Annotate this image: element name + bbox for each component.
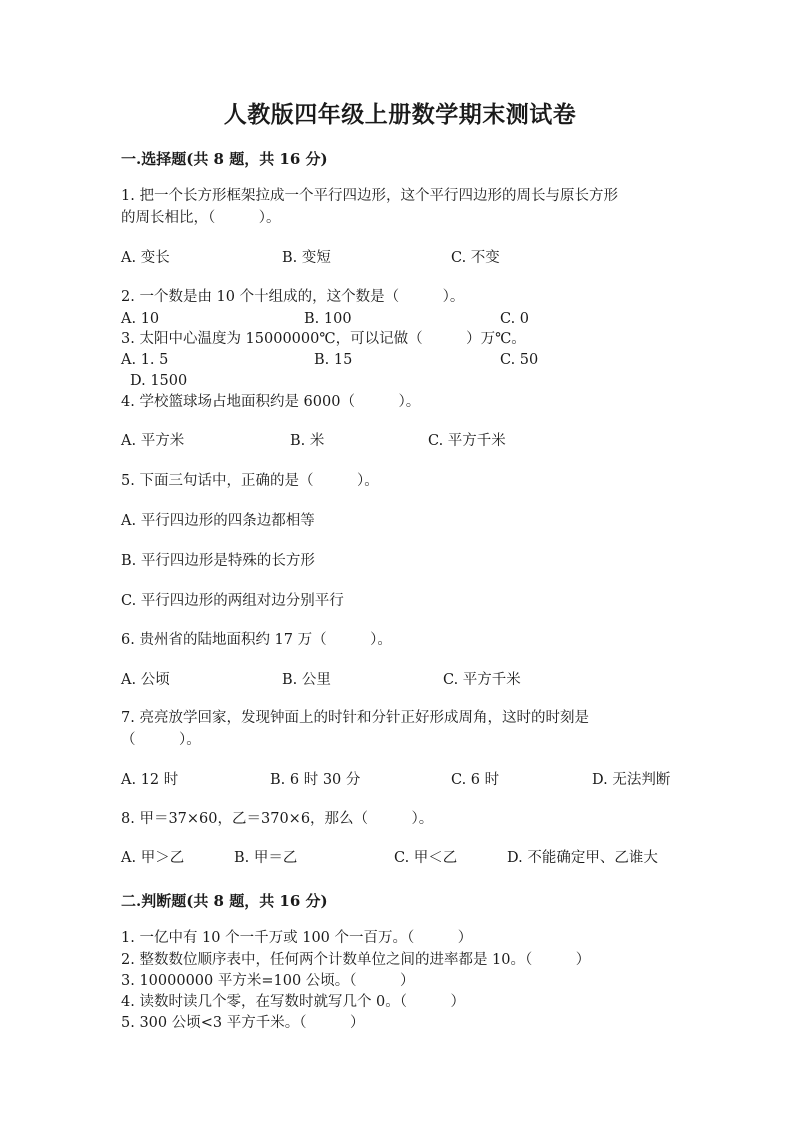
page-title: 人教版四年级上册数学期末测试卷 bbox=[223, 101, 577, 128]
judge-item-4: 4. 读数时读几个零，在写数时就写几个 0。（ ） bbox=[121, 994, 466, 1010]
question-8-option-d[interactable]: D. 不能确定甲、乙谁大 bbox=[507, 850, 658, 866]
question-6-text: 6. 贵州省的陆地面积约 17 万（ ）。 bbox=[121, 632, 392, 648]
judge-item-2: 2. 整数数位顺序表中，任何两个计数单位之间的进率都是 10。（ ） bbox=[121, 952, 591, 968]
question-4-option-a[interactable]: A. 平方米 bbox=[121, 433, 185, 449]
question-7-option-b[interactable]: B. 6 时 30 分 bbox=[270, 772, 361, 788]
question-6-option-b[interactable]: B. 公里 bbox=[282, 672, 331, 688]
question-3-option-d[interactable]: D. 1500 bbox=[130, 373, 188, 389]
judge-item-3: 3. 10000000 平方米=100 公顷。（ ） bbox=[121, 973, 415, 989]
question-4-option-c[interactable]: C. 平方千米 bbox=[428, 433, 506, 449]
question-4-option-b[interactable]: B. 米 bbox=[290, 433, 325, 449]
question-5-option-b[interactable]: B. 平行四边形是特殊的长方形 bbox=[121, 553, 315, 569]
question-1-line2: 的周长相比，（ ）。 bbox=[121, 210, 281, 226]
question-4-text: 4. 学校篮球场占地面积约是 6000（ ）。 bbox=[121, 394, 421, 410]
question-2-option-a[interactable]: A. 10 bbox=[121, 311, 160, 327]
question-7-line1: 7. 亮亮放学回家，发现钟面上的时针和分针正好形成周角，这时的时刻是 bbox=[121, 710, 589, 726]
question-5-option-c[interactable]: C. 平行四边形的两组对边分别平行 bbox=[121, 593, 344, 609]
question-3-text: 3. 太阳中心温度为 15000000℃，可以记做（ ）万℃。 bbox=[121, 331, 526, 347]
question-8-option-a[interactable]: A. 甲＞乙 bbox=[121, 850, 185, 866]
question-7-option-a[interactable]: A. 12 时 bbox=[121, 772, 179, 788]
question-1-option-b[interactable]: B. 变短 bbox=[282, 250, 331, 266]
question-1-option-c[interactable]: C. 不变 bbox=[451, 250, 500, 266]
judge-item-1: 1. 一亿中有 10 个一千万或 100 个一百万。（ ） bbox=[121, 930, 473, 946]
question-5-text: 5. 下面三句话中，正确的是（ ）。 bbox=[121, 473, 379, 489]
question-1-option-a[interactable]: A. 变长 bbox=[121, 250, 170, 266]
question-1-line1: 1. 把一个长方形框架拉成一个平行四边形，这个平行四边形的周长与原长方形 bbox=[121, 188, 618, 204]
judge-item-5: 5. 300 公顷<3 平方千米。（ ） bbox=[121, 1015, 365, 1031]
question-7-option-c[interactable]: C. 6 时 bbox=[451, 772, 500, 788]
section-heading-judge: 二.判断题(共 8 题，共 16 分) bbox=[121, 892, 328, 910]
question-2-option-b[interactable]: B. 100 bbox=[304, 311, 352, 327]
question-6-option-c[interactable]: C. 平方千米 bbox=[443, 672, 521, 688]
question-5-option-a[interactable]: A. 平行四边形的四条边都相等 bbox=[121, 513, 315, 529]
question-3-option-c[interactable]: C. 50 bbox=[500, 352, 539, 368]
question-2-text: 2. 一个数是由 10 个十组成的，这个数是（ ）。 bbox=[121, 289, 465, 305]
question-7-option-d[interactable]: D. 无法判断 bbox=[592, 772, 671, 788]
question-2-option-c[interactable]: C. 0 bbox=[500, 311, 530, 327]
question-3-option-a[interactable]: A. 1. 5 bbox=[121, 352, 169, 368]
question-8-option-c[interactable]: C. 甲＜乙 bbox=[394, 850, 458, 866]
question-3-option-b[interactable]: B. 15 bbox=[314, 352, 353, 368]
question-8-text: 8. 甲＝37×60，乙＝370×6，那么（ ）。 bbox=[121, 811, 434, 827]
question-7-line2: （ ）。 bbox=[121, 732, 201, 748]
section-heading-choice: 一.选择题(共 8 题，共 16 分) bbox=[121, 150, 328, 168]
question-6-option-a[interactable]: A. 公顷 bbox=[121, 672, 170, 688]
question-8-option-b[interactable]: B. 甲＝乙 bbox=[234, 850, 298, 866]
